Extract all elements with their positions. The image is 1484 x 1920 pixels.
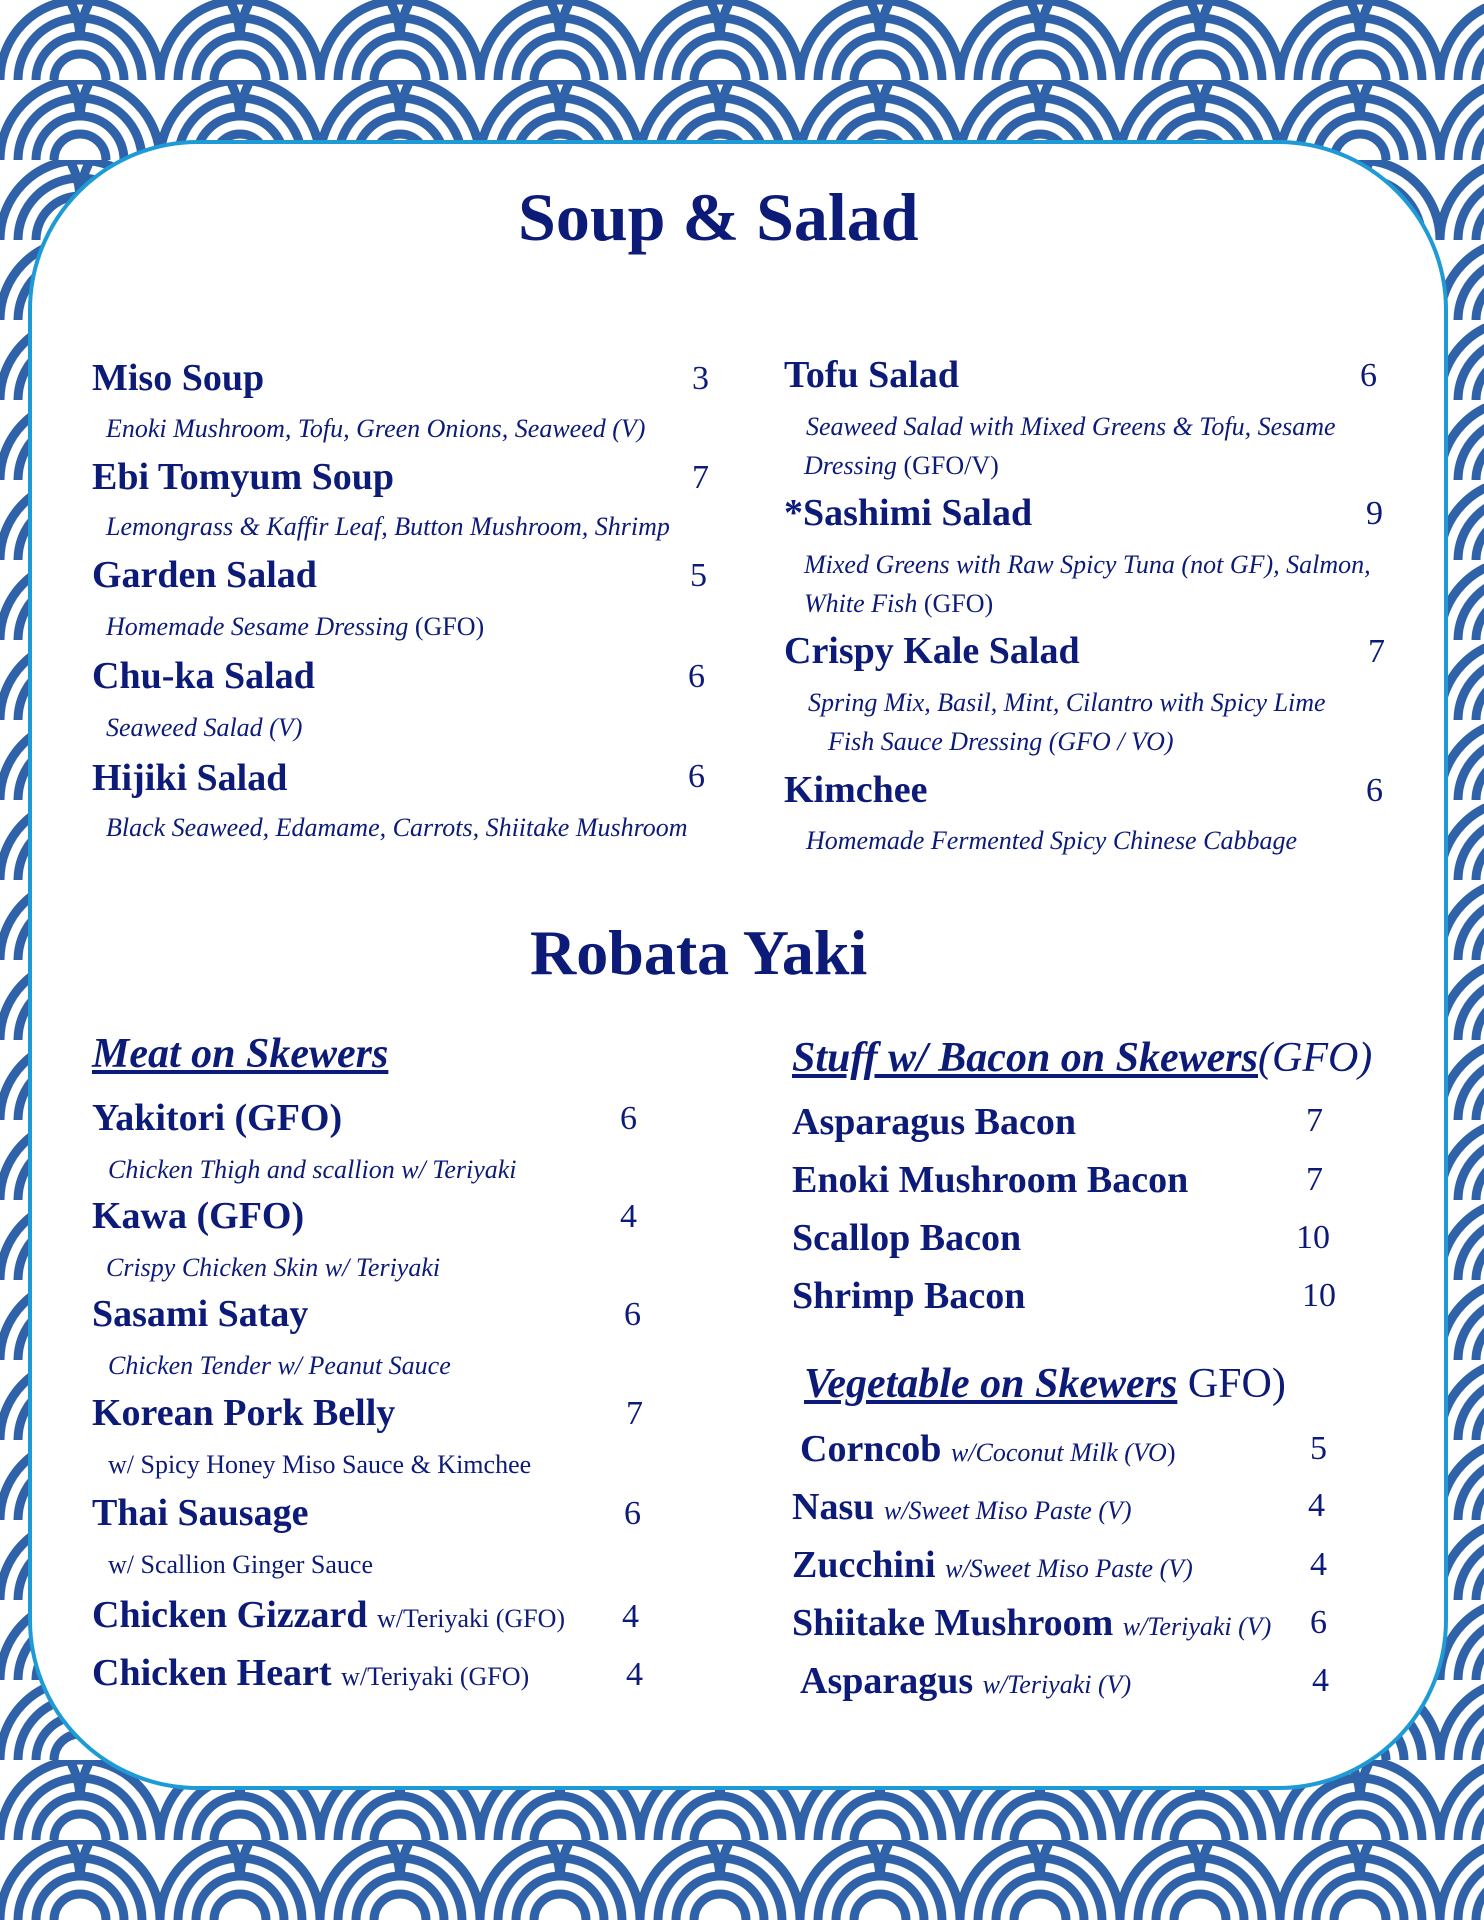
menu-item-name: Scallop Bacon xyxy=(792,1217,1022,1259)
menu-item-description: Spring Mix, Basil, Mint, Cilantro with Spicy Lime xyxy=(808,688,1326,717)
menu-item-name: Thai Sausage xyxy=(92,1492,309,1534)
menu-item-price: 4 xyxy=(1308,1487,1325,1524)
menu-item-description xyxy=(106,612,484,642)
menu-item-price: 7 xyxy=(1306,1102,1323,1139)
dietary-tag: (GFO/V) xyxy=(903,451,999,480)
menu-item-description: Seaweed Salad (V) xyxy=(106,713,303,742)
menu-item-note-tail: ) xyxy=(1166,1438,1176,1467)
menu-item-note: w/Sweet Miso Paste (V) xyxy=(945,1554,1193,1583)
menu-item-price: 6 xyxy=(1360,357,1377,394)
menu-item-description: Crispy Chicken Skin w/ Teriyaki xyxy=(106,1253,441,1282)
menu-item-price: 4 xyxy=(620,1198,637,1235)
menu-item-name: Zucchini xyxy=(792,1544,936,1586)
menu-item-name: Chicken Heart xyxy=(92,1652,332,1694)
menu-item-price: 6 xyxy=(624,1495,641,1532)
menu-item-name: Crispy Kale Salad xyxy=(784,630,1080,672)
menu-item-price: 4 xyxy=(1312,1662,1329,1699)
menu-item-name: Chicken Gizzard xyxy=(92,1594,368,1636)
menu-item-note: w/Coconut Milk (VO xyxy=(950,1438,1167,1467)
menu-item-price: 5 xyxy=(1310,1430,1327,1467)
menu-item-price: 6 xyxy=(688,658,705,695)
menu-item-description xyxy=(804,451,999,481)
description-text: Homemade Sesame Dressing xyxy=(106,612,409,641)
menu-item-price: 9 xyxy=(1366,495,1383,532)
menu-item-price: 3 xyxy=(692,360,709,397)
menu-item-row xyxy=(800,1427,1175,1471)
menu-item-description: Chicken Thigh and scallion w/ Teriyaki xyxy=(108,1155,517,1184)
menu-item-description: Lemongrass & Kaffir Leaf, Button Mushroom, Shrimp xyxy=(106,512,670,541)
menu-item-price: 7 xyxy=(1306,1161,1323,1198)
menu-item-row xyxy=(792,1485,1132,1529)
menu-item-note: w/Teriyaki (V) xyxy=(982,1670,1132,1699)
menu-item-name: Yakitori (GFO) xyxy=(92,1097,343,1139)
menu-item-name: Garden Salad xyxy=(92,554,317,596)
menu-item-description: Chicken Tender w/ Peanut Sauce xyxy=(108,1351,451,1380)
menu-item-description: Mixed Greens with Raw Spicy Tuna (not GF), Salmon, xyxy=(804,550,1371,579)
description-text: White Fish xyxy=(804,589,918,618)
menu-item-price: 7 xyxy=(626,1395,643,1432)
menu-item-price: 5 xyxy=(690,557,707,594)
menu-item-row xyxy=(792,1601,1271,1645)
menu-item-name: Korean Pork Belly xyxy=(92,1392,396,1434)
menu-item-price: 6 xyxy=(1310,1604,1327,1641)
menu-item-description: w/ Scallion Ginger Sauce xyxy=(108,1550,373,1579)
menu-item-name: Kimchee xyxy=(784,769,928,811)
menu-item-note: w/Sweet Miso Paste (V) xyxy=(883,1496,1132,1525)
menu-item-description: Enoki Mushroom, Tofu, Green Onions, Seaweed (V) xyxy=(106,414,646,443)
menu-item-name: Enoki Mushroom Bacon xyxy=(792,1159,1189,1201)
dietary-tag: (GFO) xyxy=(414,612,485,641)
menu-item-row xyxy=(792,1543,1193,1587)
menu-item-row xyxy=(92,1593,565,1637)
subsection-heading-vegetable xyxy=(804,1360,1286,1408)
menu-item-description: Black Seaweed, Edamame, Carrots, Shiitake Mushroom xyxy=(106,813,688,842)
subsection-heading-meat: Meat on Skewers xyxy=(92,1031,389,1077)
menu-item-price: 7 xyxy=(1368,633,1385,670)
menu-item-price: 4 xyxy=(1310,1546,1327,1583)
menu-item-name: Ebi Tomyum Soup xyxy=(92,456,395,498)
menu-item-name: Chu-ka Salad xyxy=(92,655,315,697)
menu-item-name: *Sashimi Salad xyxy=(784,492,1033,534)
menu-item-name: Asparagus xyxy=(800,1660,974,1702)
menu-item-price: 7 xyxy=(692,459,709,496)
description-text: Dressing xyxy=(804,451,897,480)
menu-item-row xyxy=(92,1651,529,1695)
menu-item-price: 6 xyxy=(688,758,705,795)
menu-item-row xyxy=(800,1659,1131,1703)
menu-item-description: w/ Spicy Honey Miso Sauce & Kimchee xyxy=(108,1450,532,1479)
menu-item-price: 6 xyxy=(620,1100,637,1137)
menu-item-price: 4 xyxy=(626,1656,643,1693)
menu-item-price: 6 xyxy=(1366,772,1383,809)
menu-item-name: Shiitake Mushroom xyxy=(792,1602,1114,1644)
subsection-heading-text: Vegetable on Skewers xyxy=(804,1361,1178,1407)
menu-item-price: 4 xyxy=(622,1598,639,1635)
menu-item-note: w/Teriyaki (GFO) xyxy=(341,1662,530,1691)
subsection-heading-text: Stuff w/ Bacon on Skewers xyxy=(792,1035,1258,1081)
menu-item-description: Fish Sauce Dressing (GFO / VO) xyxy=(828,727,1174,756)
subsection-heading-tag: (GFO) xyxy=(1258,1035,1373,1081)
subsection-heading-tag: GFO) xyxy=(1177,1361,1286,1407)
subsection-heading-bacon xyxy=(792,1034,1372,1082)
menu-item-name: Kawa (GFO) xyxy=(92,1195,305,1237)
menu-item-note: w/Teriyaki (GFO) xyxy=(376,1604,566,1633)
section-title-robata-yaki: Robata Yaki xyxy=(530,917,868,988)
menu-item-name: Corncob xyxy=(800,1428,942,1470)
menu-item-name: Asparagus Bacon xyxy=(792,1101,1076,1143)
menu-item-name: Tofu Salad xyxy=(784,354,959,396)
menu-item-description: Seaweed Salad with Mixed Greens & Tofu, Sesame xyxy=(806,412,1336,441)
menu-item-name: Nasu xyxy=(792,1486,875,1528)
menu-item-price: 10 xyxy=(1296,1219,1330,1256)
menu-item-name: Shrimp Bacon xyxy=(792,1275,1026,1317)
menu-item-description: Homemade Fermented Spicy Chinese Cabbage xyxy=(806,826,1297,855)
menu-item-name: Miso Soup xyxy=(92,357,265,399)
menu-item-name: Sasami Satay xyxy=(92,1293,309,1335)
menu-item-price: 10 xyxy=(1302,1277,1336,1314)
menu-item-name: Hijiki Salad xyxy=(92,757,288,799)
section-title-soup-salad: Soup & Salad xyxy=(518,179,919,255)
menu-item-price: 6 xyxy=(624,1296,641,1333)
menu-item-note: w/Teriyaki (V) xyxy=(1122,1612,1272,1641)
menu-item-description xyxy=(804,589,993,619)
dietary-tag: (GFO) xyxy=(923,589,994,618)
